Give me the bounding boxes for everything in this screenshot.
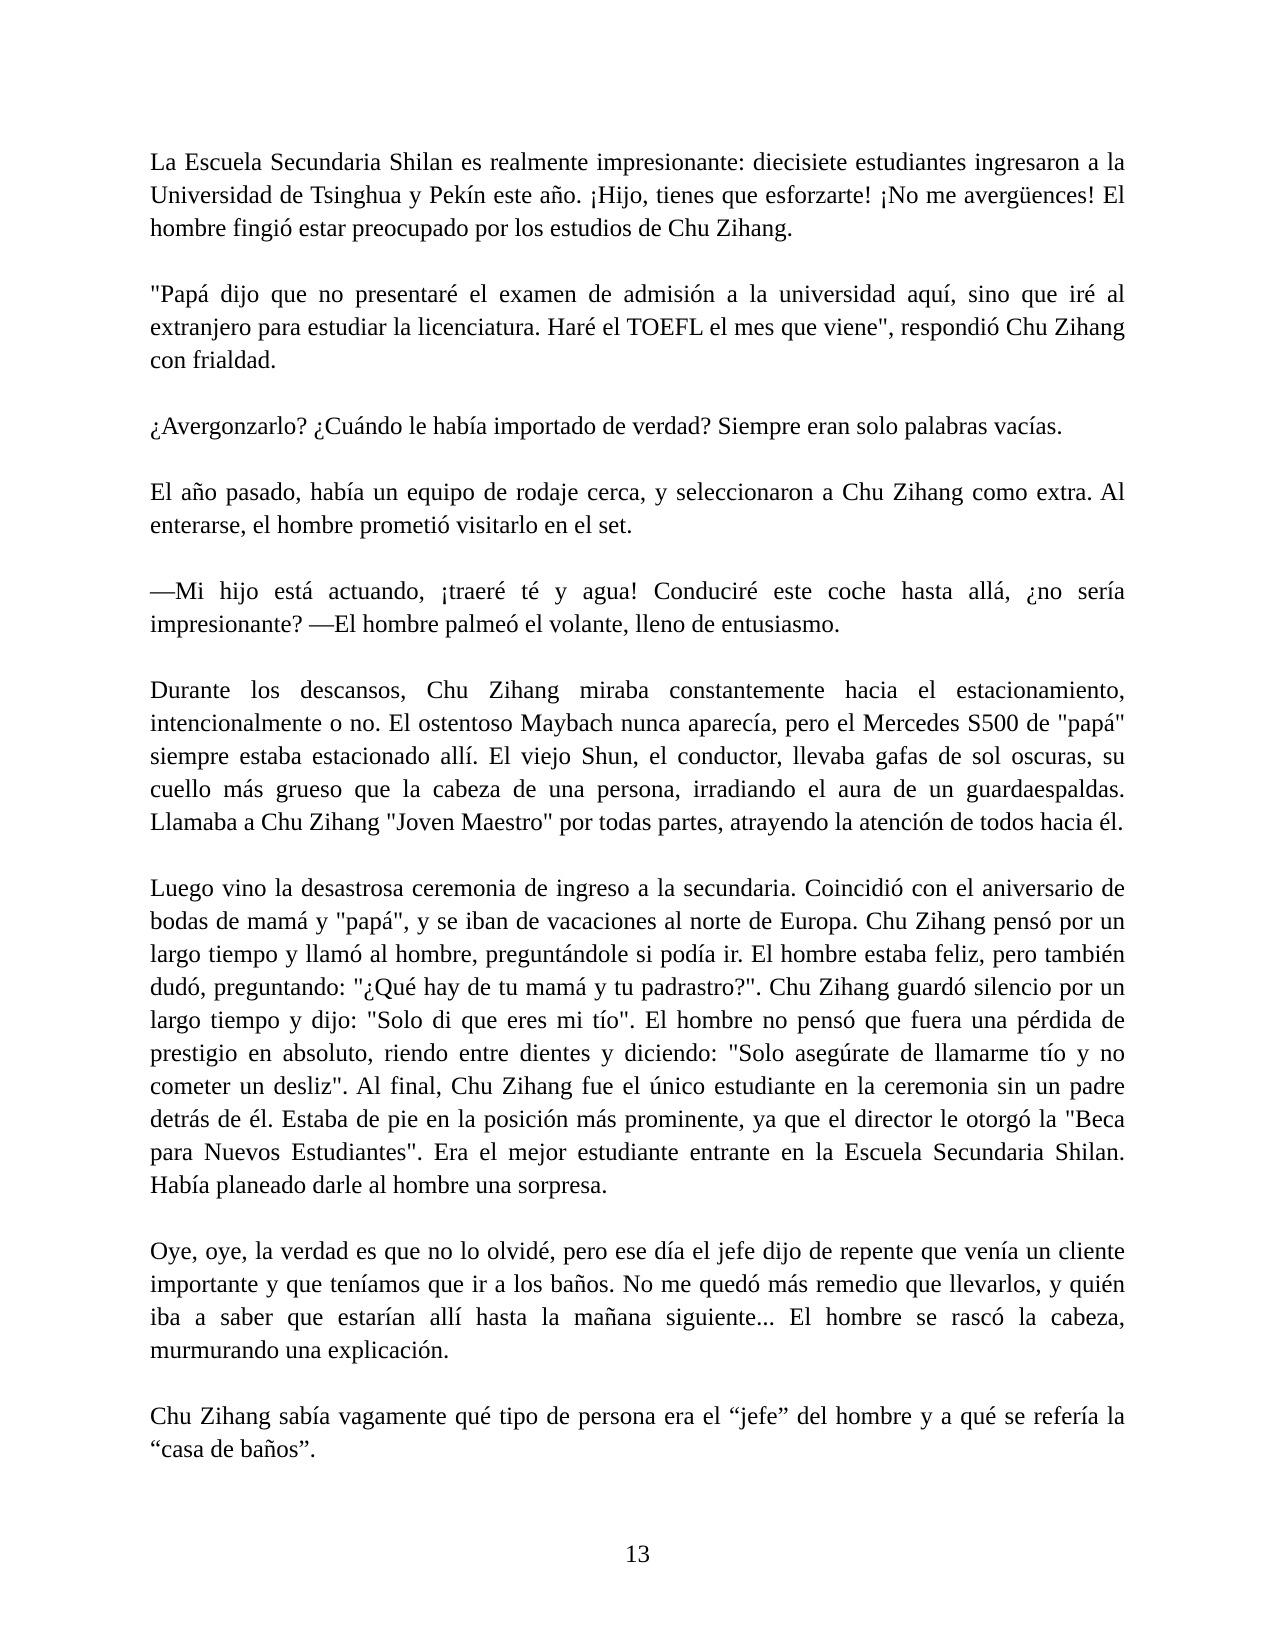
paragraph: —Mi hijo está actuando, ¡traeré té y agua! Conduciré este coche hasta allá, ¿no sería impresionante? —El hombre palmeó el volante, lleno de entusiasmo.	[150, 578, 1125, 638]
paragraph: Chu Zihang sabía vagamente qué tipo de persona era el “jefe” del hombre y a qué se refería la “casa de baños”.	[150, 1403, 1125, 1463]
paragraph: Luego vino la desastrosa ceremonia de ingreso a la secundaria. Coincidió con el aniversario de bodas de mamá y "papá", y se iban de vacaciones al norte de Europa. Chu Zihang pensó por un largo tiempo y llamó al hombre, preguntándole si podía ir. El hombre estaba feliz, pero también dudó, preguntando: "¿Qué hay de tu mamá y tu padrastro?". Chu Zihang guardó silencio por un largo tiempo y dijo: "Solo di que eres mi tío". El hombre no pensó que fuera una pérdida de prestigio en absoluto, riendo entre dientes y diciendo: "Solo asegúrate de llamarme tío y no cometer un desliz". Al final, Chu Zihang fue el único estudiante en la ceremonia sin un padre detrás de él. Estaba de pie en la posición más prominente, ya que el director le otorgó la "Beca para Nuevos Estudiantes". Era el mejor estudiante entrante en la Escuela Secundaria Shilan. Había planeado darle al hombre una sorpresa.	[150, 875, 1125, 1199]
page-number: 13	[625, 1541, 650, 1568]
paragraph: El año pasado, había un equipo de rodaje cerca, y seleccionaron a Chu Zihang como extra. Al enterarse, el hombre prometió visitarlo en el set.	[150, 479, 1125, 539]
paragraph: ¿Avergonzarlo? ¿Cuándo le había importado de verdad? Siempre eran solo palabras vacías.	[150, 413, 1063, 440]
paragraph: Oye, oye, la verdad es que no lo olvidé, pero ese día el jefe dijo de repente que venía un cliente importante y que teníamos que ir a los baños. No me quedó más remedio que llevarlos, y quién iba a saber que estarían allí hasta la mañana siguiente... El hombre se rascó la cabeza, murmurando una explicación.	[150, 1238, 1125, 1364]
page-footer	[0, 1538, 1275, 1571]
paragraph: Durante los descansos, Chu Zihang miraba constantemente hacia el estacionamiento, intencionalmente o no. El ostentoso Maybach nunca aparecía, pero el Mercedes S500 de "papá" siempre estaba estacionado allí. El viejo Shun, el conductor, llevaba gafas de sol oscuras, su cuello más grueso que la cabeza de una persona, irradiando el aura de un guardaespaldas. Llamaba a Chu Zihang "Joven Maestro" por todas partes, atrayendo la atención de todos hacia él.	[150, 677, 1125, 836]
paragraph: "Papá dijo que no presentaré el examen de admisión a la universidad aquí, sino que iré al extranjero para estudiar la licenciatura. Haré el TOEFL el mes que viene", respondió Chu Zihang con frialdad.	[150, 281, 1125, 374]
paragraph: La Escuela Secundaria Shilan es realmente impresionante: diecisiete estudiantes ingresaron a la Universidad de Tsinghua y Pekín este año. ¡Hijo, tienes que esforzarte! ¡No me avergüences! El hombre fingió estar preocupado por los estudios de Chu Zihang.	[150, 149, 1125, 242]
page-text-block	[150, 146, 1125, 1466]
